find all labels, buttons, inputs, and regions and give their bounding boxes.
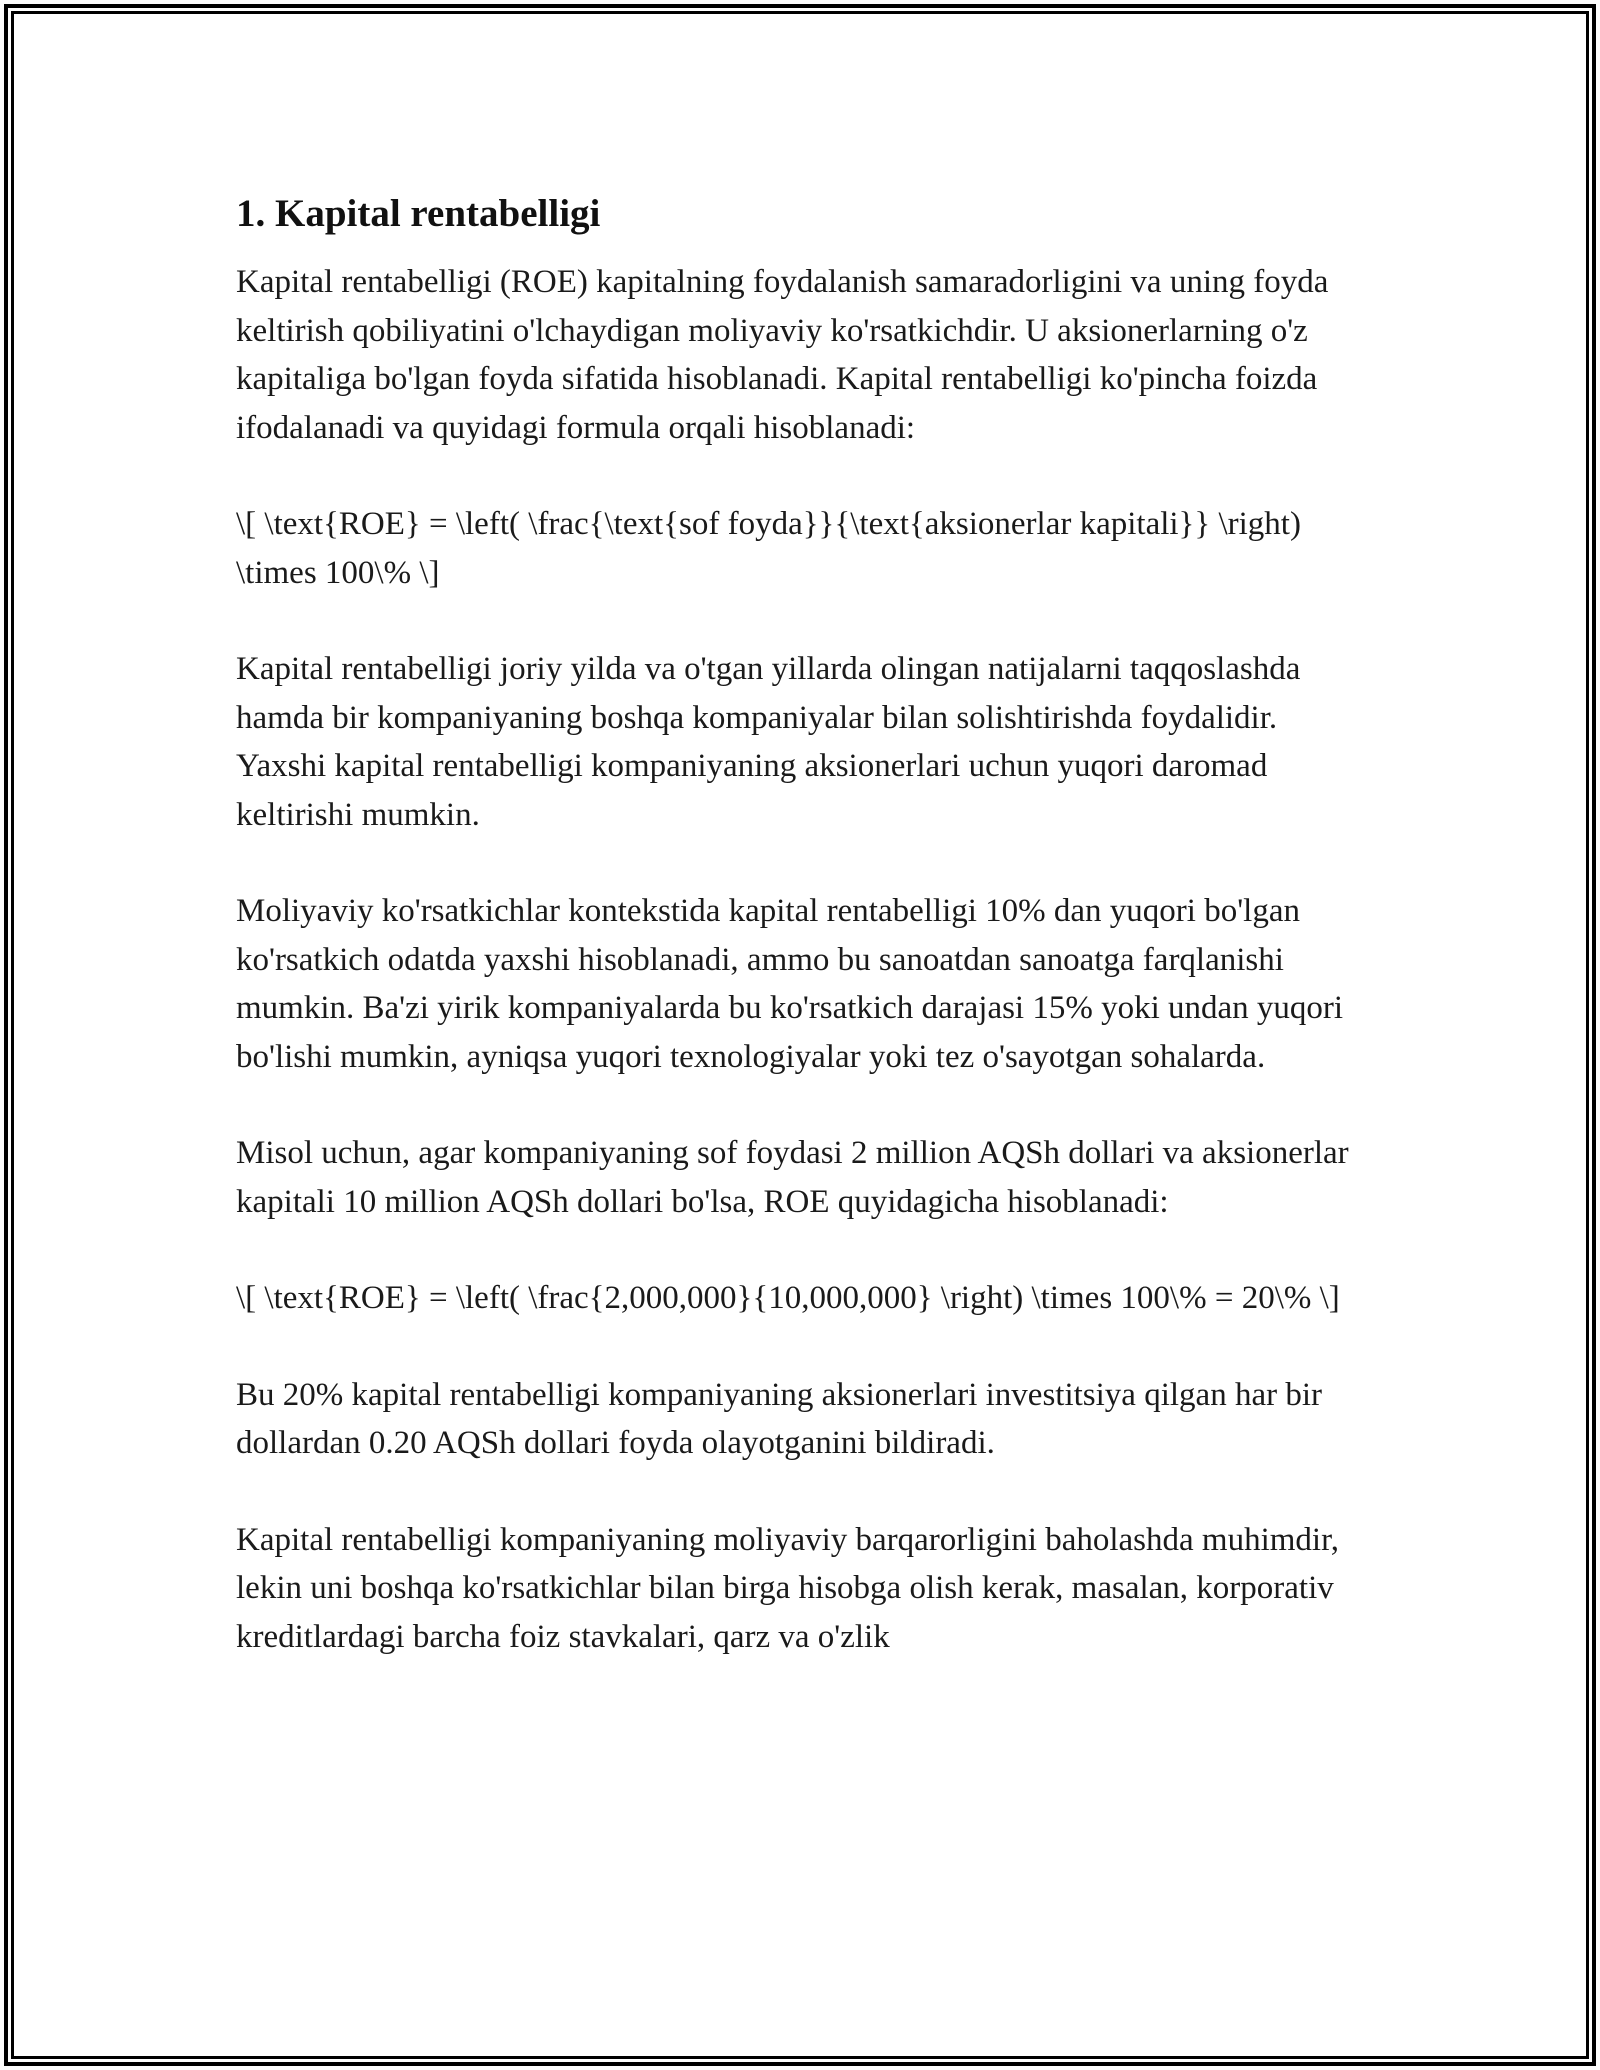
formula-roe: \[ \text{ROE} = \left( \frac{\text{sof foyda}}{\text{aksionerlar kapitali}} \right) \times 100\% \]	[236, 506, 1301, 591]
paragraph-comparison: Kapital rentabelligi joriy yilda va o'tgan yillarda olingan natijalarni taqqoslashda hamda bir kompaniyaning boshqa kompaniyalar bilan solishtirishda foydalidir. Yaxshi kapital rentabelligi kompaniyaning aksionerlari uchun yuqori daromad keltirishi mumkin.	[236, 651, 1301, 833]
formula-example: \[ \text{ROE} = \left( \frac{2,000,000}{10,000,000} \right) \times 100\% = 20\% \]	[236, 1280, 1340, 1316]
paragraph-example: Misol uchun, agar kompaniyaning sof foydasi 2 million AQSh dollari va aksionerlar kapitali 10 million AQSh dollari bo'lsa, ROE quyidagicha hisoblanadi:	[236, 1135, 1349, 1220]
paragraph-benchmarks: Moliyaviy ko'rsatkichlar kontekstida kapital rentabelligi 10% dan yuqori bo'lgan ko'rsatkich odatda yaxshi hisoblanadi, ammo bu sanoatdan sanoatga farqlanishi mumkin. Ba'zi yirik kompaniyalarda bu ko'rsatkich darajasi 15% yoki undan yuqori bo'lishi mumkin, ayniqsa yuqori texnologiyalar yoki tez o'sayotgan sohalarda.	[236, 893, 1344, 1075]
paragraph-conclusion: Kapital rentabelligi kompaniyaning moliyaviy barqarorligini baholashda muhimdir, lekin uni boshqa ko'rsatkichlar bilan birga hisobga olish kerak, masalan, korporativ kreditlardagi barcha foiz stavkalari, qarz va o'zlik	[236, 1521, 1340, 1655]
paragraph-intro: Kapital rentabelligi (ROE) kapitalning foydalanish samaradorligini va uning foyda keltirish qobiliyatini o'lchaydigan moliyaviy ko'rsatkichdir. U aksionerlarning o'z kapitaliga bo'lgan foyda sifatida hisoblanadi. Kapital rentabelligi ko'pincha foizda ifodalanadi va quyidagi formula orqali hisoblanadi:	[236, 264, 1329, 446]
section-heading: 1. Kapital rentabelligi	[236, 192, 601, 235]
document-body	[236, 186, 1366, 1661]
paragraph-interpretation: Bu 20% kapital rentabelligi kompaniyaning aksionerlari investitsiya qilgan har bir dollardan 0.20 AQSh dollari foyda olayotganini bildiradi.	[236, 1376, 1322, 1461]
